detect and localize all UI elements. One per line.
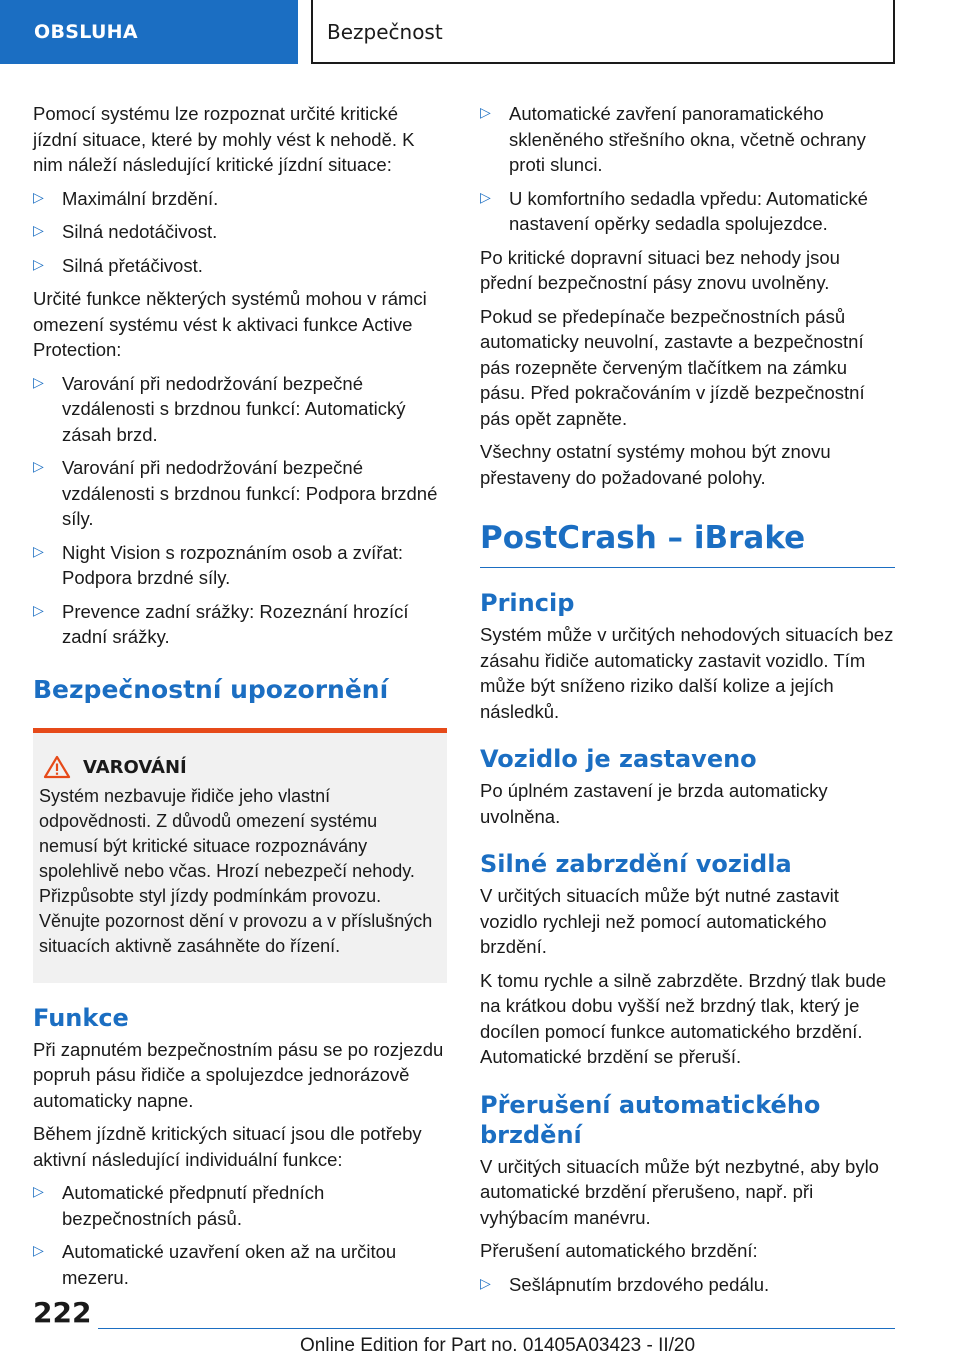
safety-heading: Bezpečnostní upozornění xyxy=(33,674,389,704)
vehicle-stopped-heading: Vozidlo je zastaveno xyxy=(480,745,757,773)
vehicle-stopped-paragraph: Po úplném zastavení je brzda automaticky uvolněna. xyxy=(480,780,828,827)
section-tab: OBSLUHA xyxy=(0,0,298,64)
list-item: ▷ Silná nedotáčivost. xyxy=(33,219,447,245)
strong-braking-paragraph-1: V určitých situacích může být nutné zastavit vozidlo rychleji než pomocí automatického brzdění. xyxy=(480,885,839,957)
funkce-paragraph-1: Při zapnutém bezpečnostním pásu se po rozjezdu popruh pásu řidiče a spolujezdce jednorázově automaticky napne. xyxy=(33,1038,444,1111)
list-item: ▷ Prevence zadní srážky: Rozeznání hrozící zadní srážky. xyxy=(33,599,447,650)
interrupt-paragraph-1: V určitých situacích může být nezbytné, aby bylo automatické brzdění přerušeno, např. při vyhýbacím manévru. xyxy=(480,1155,879,1228)
intro-paragraph: Pomocí systému lze rozpoznat určité kritické jízdní situace, které by mohly vést k nehodě. K nim náleží následující kritické jízdní situace: xyxy=(33,103,415,175)
warning-text: Systém nezbavuje řidiče jeho vlastní odpovědnosti. Z důvodů omezení systému nemusí být kritické situace rozpoznávány spolehlivě nebo včas. Hrozí nebezpečí nehody. Přizpůsobte styl jízdy podmínkám provozu. Věnujte pozornost dění v provozu a v příslušných situacích aktivně zasáhněte do řízení. xyxy=(39,785,433,956)
warning-box xyxy=(33,728,447,983)
critical-situations-list xyxy=(33,186,447,279)
release-paragraph: Po kritické dopravní situaci bez nehody jsou přední bezpečnostní pásy znovu uvolněny. xyxy=(480,246,840,293)
continued-functions-list xyxy=(480,101,895,237)
list-item: ▷ Sešlápnutím brzdového pedálu. xyxy=(480,1272,895,1298)
warning-triangle-icon xyxy=(43,755,71,779)
funkce-list xyxy=(33,1180,447,1290)
footer-divider xyxy=(98,1328,895,1329)
list-item: ▷ U komfortního sedadla vpředu: Automatické nastavení opěrky sedadla spolujezdce. xyxy=(480,186,895,237)
interrupt-paragraph-2: Přerušení automatického brzdění: xyxy=(480,1240,758,1261)
right-column xyxy=(480,101,895,1305)
princip-heading: Princip xyxy=(480,589,575,617)
list-item: ▷ Varování při nedodržování bezpečné vzdálenosti s brzdnou funkcí: Automatický zásah brzd. xyxy=(33,371,447,448)
list-item: ▷ Varování při nedodržování bezpečné vzdálenosti s brzdnou funkcí: Podpora brzdné síly. xyxy=(33,455,447,532)
warning-title: VAROVÁNÍ xyxy=(83,756,187,778)
list-item: ▷ Automatické uzavření oken až na určitou mezeru. xyxy=(33,1239,447,1290)
manual-release-paragraph: Pokud se předepínače bezpečnostních pásů automaticky neuvolní, zastavte a bezpečnostní pás rozepněte červeným tlačítkem na zámku pásu. Před pokračováním v jízdě bezpečnostní pás opět zapněte. xyxy=(480,305,865,429)
strong-braking-heading: Silné zabrzdění vozidla xyxy=(480,850,792,878)
footer-edition: Online Edition for Part no. 01405A03423 - II/20 xyxy=(300,1335,696,1356)
list-item: ▷ Automatické předpnutí předních bezpečnostních pásů. xyxy=(33,1180,447,1231)
interrupt-braking-heading: Přerušení automatického brzdění xyxy=(480,1090,821,1149)
functions-intro-paragraph: Určité funkce některých systémů mohou v rámci omezení systému vést k aktivaci funkce Active Protection: xyxy=(33,288,427,360)
functions-list xyxy=(33,371,447,650)
page-header xyxy=(0,0,960,64)
interrupt-list xyxy=(480,1272,895,1298)
list-item: ▷ Night Vision s rozpoznáním osob a zvířat: Podpora brzdné síly. xyxy=(33,540,447,591)
funkce-heading: Funkce xyxy=(33,1003,129,1032)
page-number: 222 xyxy=(33,1296,92,1329)
list-item: ▷ Automatické zavření panoramatického skleněného střešního okna, včetně ochrany proti slunci. xyxy=(480,101,895,178)
princip-paragraph: Systém může v určitých nehodových situacích bez zásahu řidiče automaticky zastavit vozidlo. Tím může být sníženo riziko další kolize a jejích následků. xyxy=(480,624,894,722)
list-item: ▷ Silná přetáčivost. xyxy=(33,253,447,279)
strong-braking-paragraph-2: K tomu rychle a silně zabrzděte. Brzdný tlak bude na krátkou dobu vyšší než brzdný tlak, který je docílen pomocí funkce automatického brzdění. Automatické brzdění se přeruší. xyxy=(480,969,887,1067)
list-item: ▷ Maximální brzdění. xyxy=(33,186,447,212)
postcrash-heading: PostCrash – iBrake xyxy=(480,518,895,568)
other-systems-paragraph: Všechny ostatní systémy mohou být znovu přestaveny do požadované polohy. xyxy=(480,441,831,488)
left-column xyxy=(33,101,447,1298)
funkce-paragraph-2: Během jízdně kritických situací jsou dle potřeby aktivní následující individuální funkce: xyxy=(33,1123,422,1170)
warning-header xyxy=(39,755,437,780)
topic-title: Bezpečnost xyxy=(311,0,895,64)
